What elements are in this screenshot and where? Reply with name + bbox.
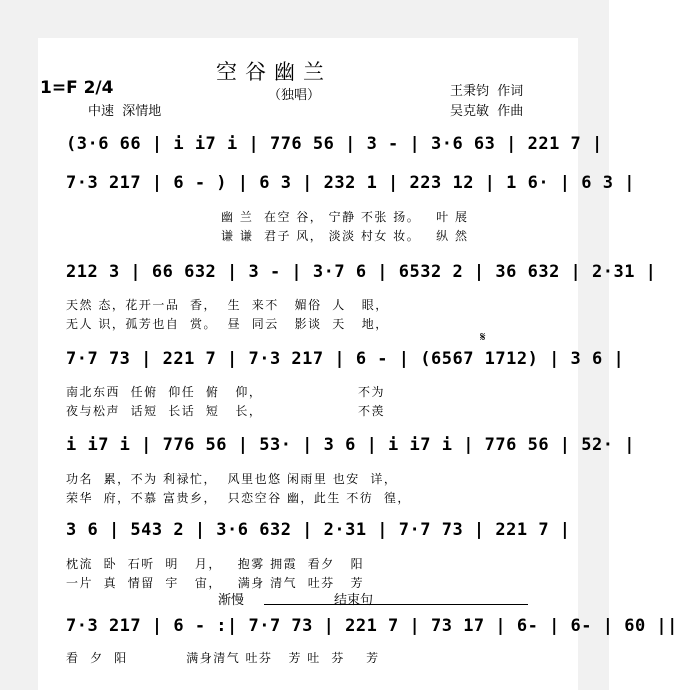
lyrics-line-6-verse-1: 枕流 卧 石听 明 月， 抱雾 拥霞 看夕 阳 — [66, 557, 365, 571]
lyrics-line-4-verse-2: 夜与松声 话短 长话 短 长， 不羡 — [66, 404, 385, 418]
ritardando-marking: 渐慢 — [218, 593, 245, 608]
lyrics-line-6-verse-2: 一片 真 情留 宇 宙， 满身 清气 吐芬 芳 — [66, 576, 365, 590]
notation-line-4: 7·7 73 | 221 7 | 7·3 217 | 6 - | (6567 1712) | 3 6 | — [66, 349, 625, 369]
composer-credit: 吴克敏 作曲 — [450, 104, 524, 119]
lyrics-line-3-verse-2: 无人 识，孤芳也自 赏。 昼 同云 影谈 天 地， — [66, 317, 389, 331]
lyrics-line-2-verse-2: 谦 谦 君子 风， 淡淡 村女 妆。 纵 然 — [221, 229, 469, 243]
key-signature: 1=F 2/4 — [40, 78, 114, 98]
notation-line-5: i i7 i | 776 56 | 53· | 3 6 | i i7 i | 776 56 | 52· | — [66, 435, 635, 455]
notation-line-6: 3 6 | 543 2 | 3·6 632 | 2·31 | 7·7 73 | 221 7 | — [66, 520, 571, 540]
lyrics-line-7-verse-1: 看 夕 阳 满身清气 吐芬 芳 吐 芬 芳 — [66, 651, 380, 665]
ending-bracket — [264, 604, 528, 605]
tempo-expression: 中速 深情地 — [88, 104, 162, 119]
subtitle: （独唱） — [268, 88, 321, 103]
notation-line-2: 7·3 217 | 6 - ) | 6 3 | 232 1 | 223 12 | 1 6· | 6 3 | — [66, 173, 635, 193]
segno-sign: 𝄋 — [480, 330, 486, 345]
lyricist-credit: 王秉钧 作词 — [450, 84, 524, 99]
ending-label: 结束句 — [334, 593, 374, 608]
lyrics-line-5-verse-1: 功名 累，不为 利禄忙， 风里也悠 闲雨里 也安 详， — [66, 472, 398, 486]
lyrics-line-4-verse-1: 南北东西 任俯 仰任 俯 仰， 不为 — [66, 385, 385, 399]
lyrics-line-2-verse-1: 幽 兰 在空 谷， 宁静 不张 扬。 叶 展 — [221, 210, 469, 224]
notation-line-7: 7·3 217 | 6 - :| 7·7 73 | 221 7 | 73 17 | 6- | 6- | 60 || — [66, 616, 678, 636]
score-sheet — [38, 38, 678, 690]
notation-line-1: (3·6 66 | i i7 i | 776 56 | 3 - | 3·6 63 | 221 7 | — [66, 134, 603, 154]
lyrics-line-5-verse-2: 荣华 府，不慕 富贵乡， 只恋空谷 幽，此生 不彷 徨， — [66, 491, 411, 505]
song-title: 空谷幽兰 — [216, 60, 332, 84]
lyrics-line-3-verse-1: 天然 态，花开一品 香， 生 来不 媚俗 人 眼， — [66, 298, 389, 312]
notation-line-3: 212 3 | 66 632 | 3 - | 3·7 6 | 6532 2 | 36 632 | 2·31 | — [66, 262, 657, 282]
